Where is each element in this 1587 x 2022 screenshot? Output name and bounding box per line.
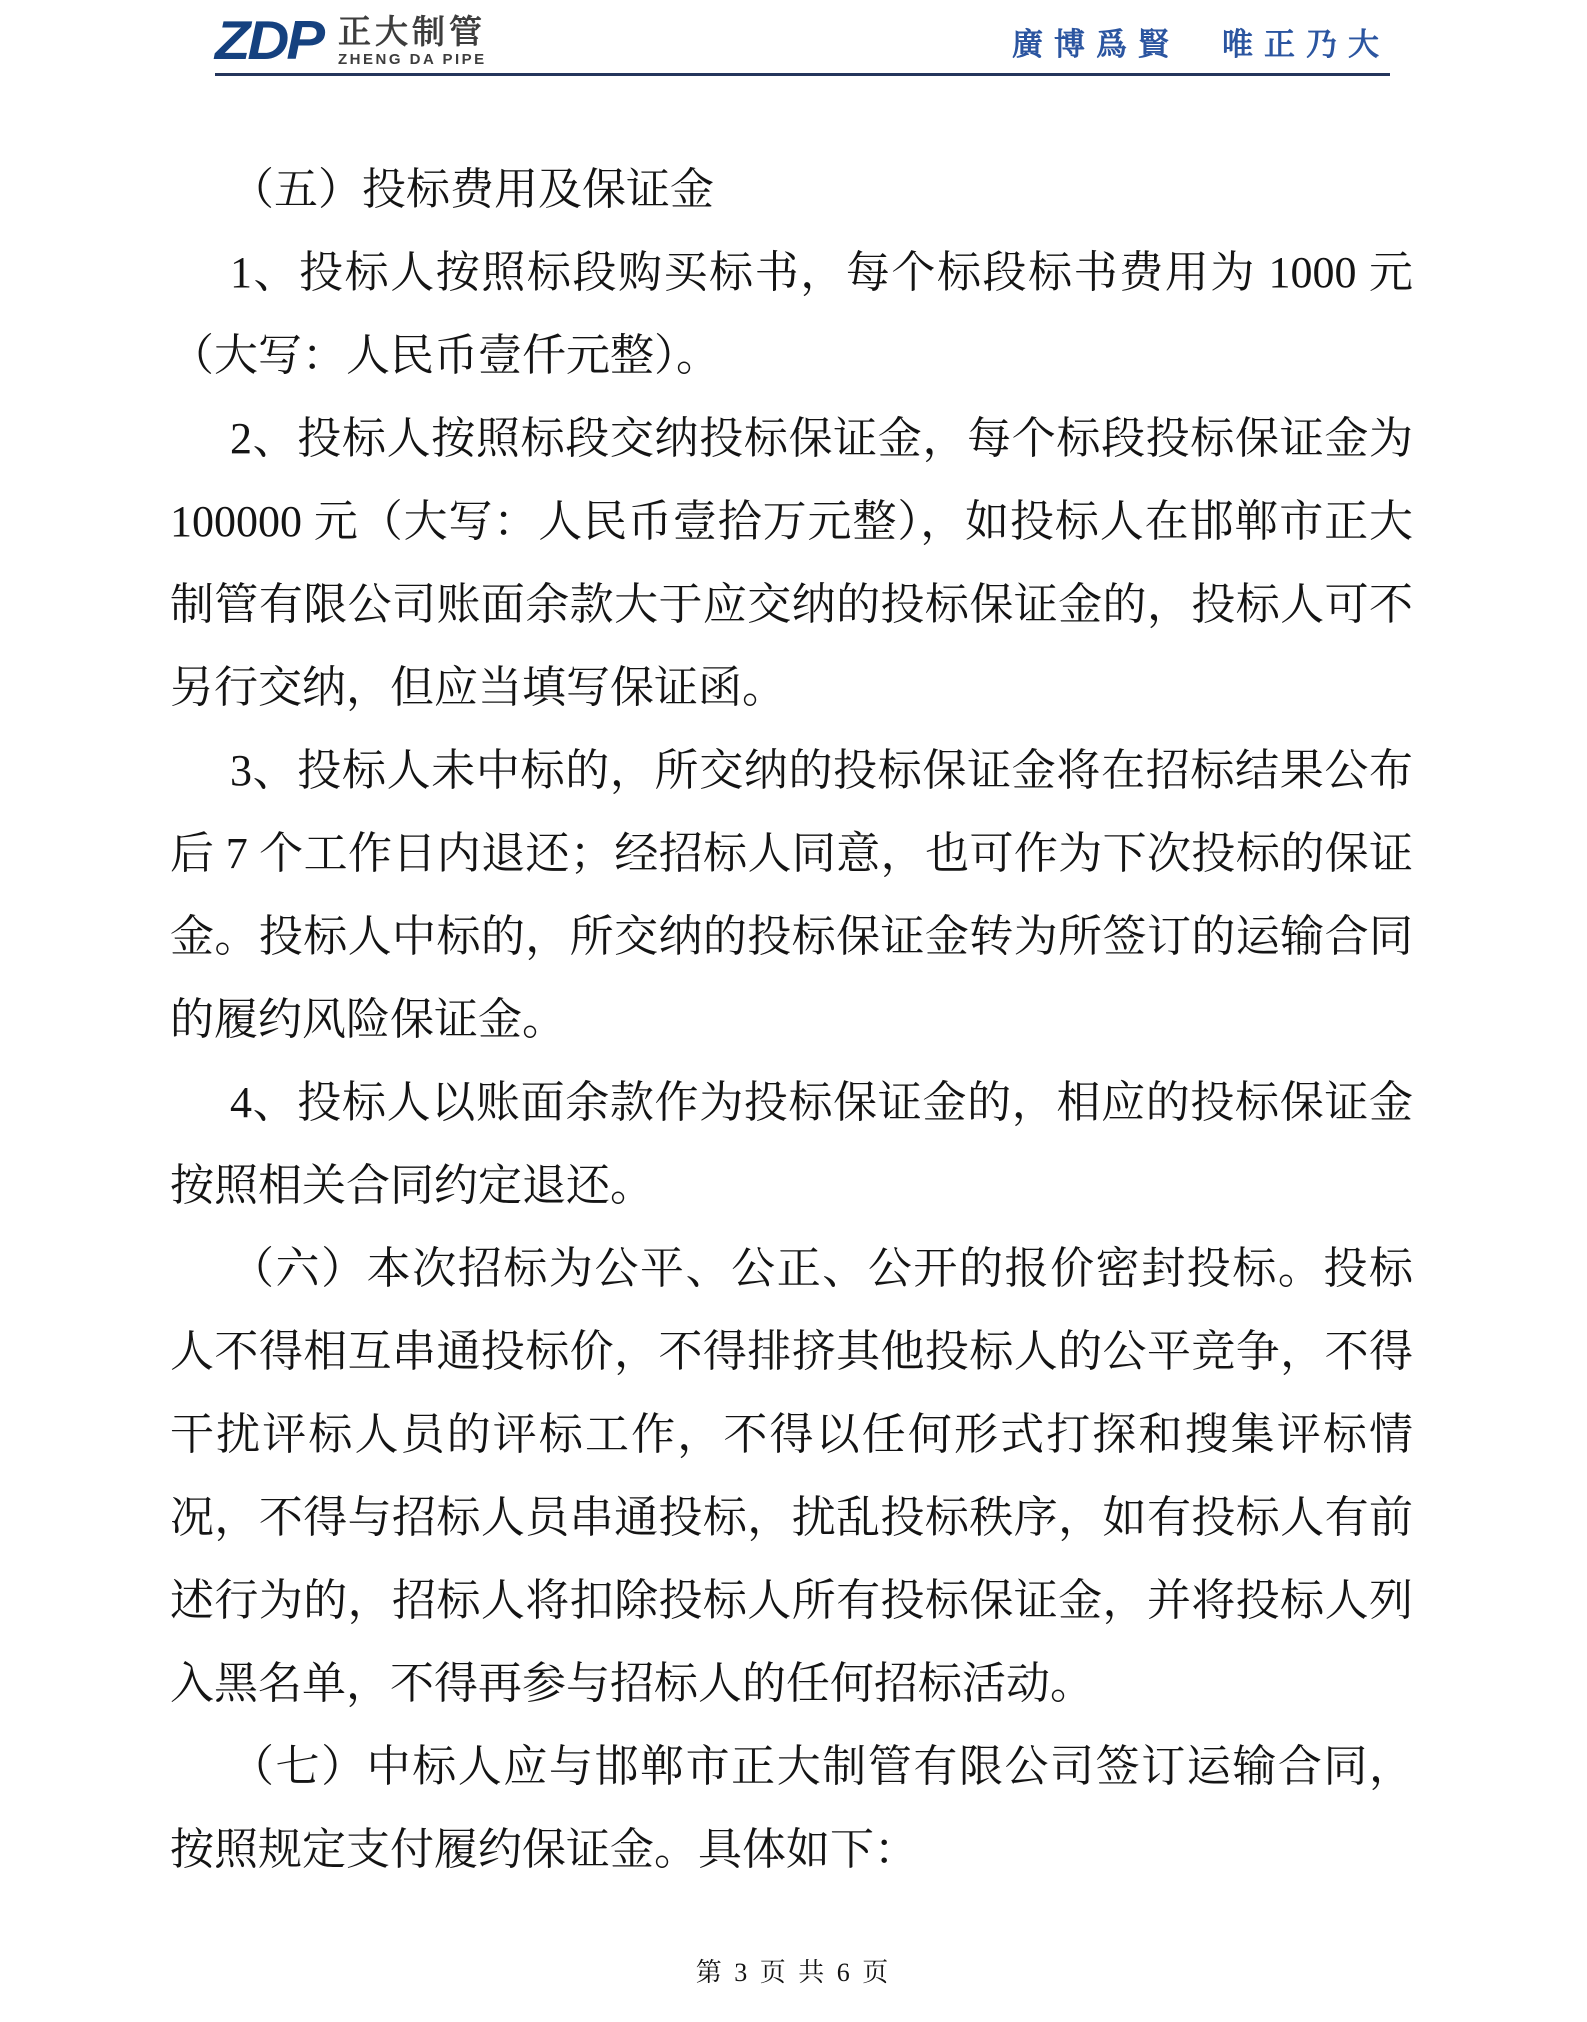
section-6-fairness-rules: （六）本次招标为公平、公正、公开的报价密封投标。投标人不得相互串通投标价，不得排挤其他投标人的公平竞争，不得干扰评标人员的评标工作，不得以任何形式打探和搜集评标情况，不得与招标人员串通投标，扰乱投标秩序，如有投标人有前述行为的，招标人将扣除投标人所有投标保证金，并将投标人列入黑名单，不得再参与招标人的任何招标活动。 [170,1244,1413,1708]
company-motto: 廣博爲賢 唯正乃大 [1012,26,1390,62]
company-name-english: ZHENG DA PIPE [338,50,487,68]
letterhead [215,10,1390,72]
page-number-label: 第 3 页 共 6 页 [695,1958,892,1987]
section-7-contract-signing: （七）中标人应与邯郸市正大制管有限公司签订运输合同，按照规定支付履约保证金。具体如下： [170,1742,1413,1874]
clause-3-deposit-refund: 3、投标人未中标的，所交纳的投标保证金将在招标结果公布后 7 个工作日内退还；经招标人同意，也可作为下次投标的保证金。投标人中标的，所交纳的投标保证金转为所签订的运输合同的履约风险保证金。 [170,746,1413,1044]
letterhead-divider [215,73,1390,76]
company-logo [215,9,487,72]
company-name-block [338,14,487,67]
company-name-chinese: 正大制管 [338,13,486,51]
clause-4-balance-deposit: 4、投标人以账面余款作为投标保证金的，相应的投标保证金按照相关合同约定退还。 [170,1078,1413,1210]
clause-1-bid-book-fee: 1、投标人按照标段购买标书，每个标段标书费用为 1000 元（大写：人民币壹仟元整）。 [170,248,1413,380]
clause-2-bid-deposit: 2、投标人按照标段交纳投标保证金，每个标段投标保证金为 100000 元（大写：人民币壹拾万元整），如投标人在邯郸市正大制管有限公司账面余款大于应交纳的投标保证金的，投标人可不另行交纳，但应当填写保证函。 [170,414,1413,712]
zdp-logo-mark: ZDP [215,9,322,72]
page-footer [0,1952,1587,1989]
document-text [170,148,1413,1891]
section-5-heading: （五）投标费用及保证金 [230,165,714,214]
